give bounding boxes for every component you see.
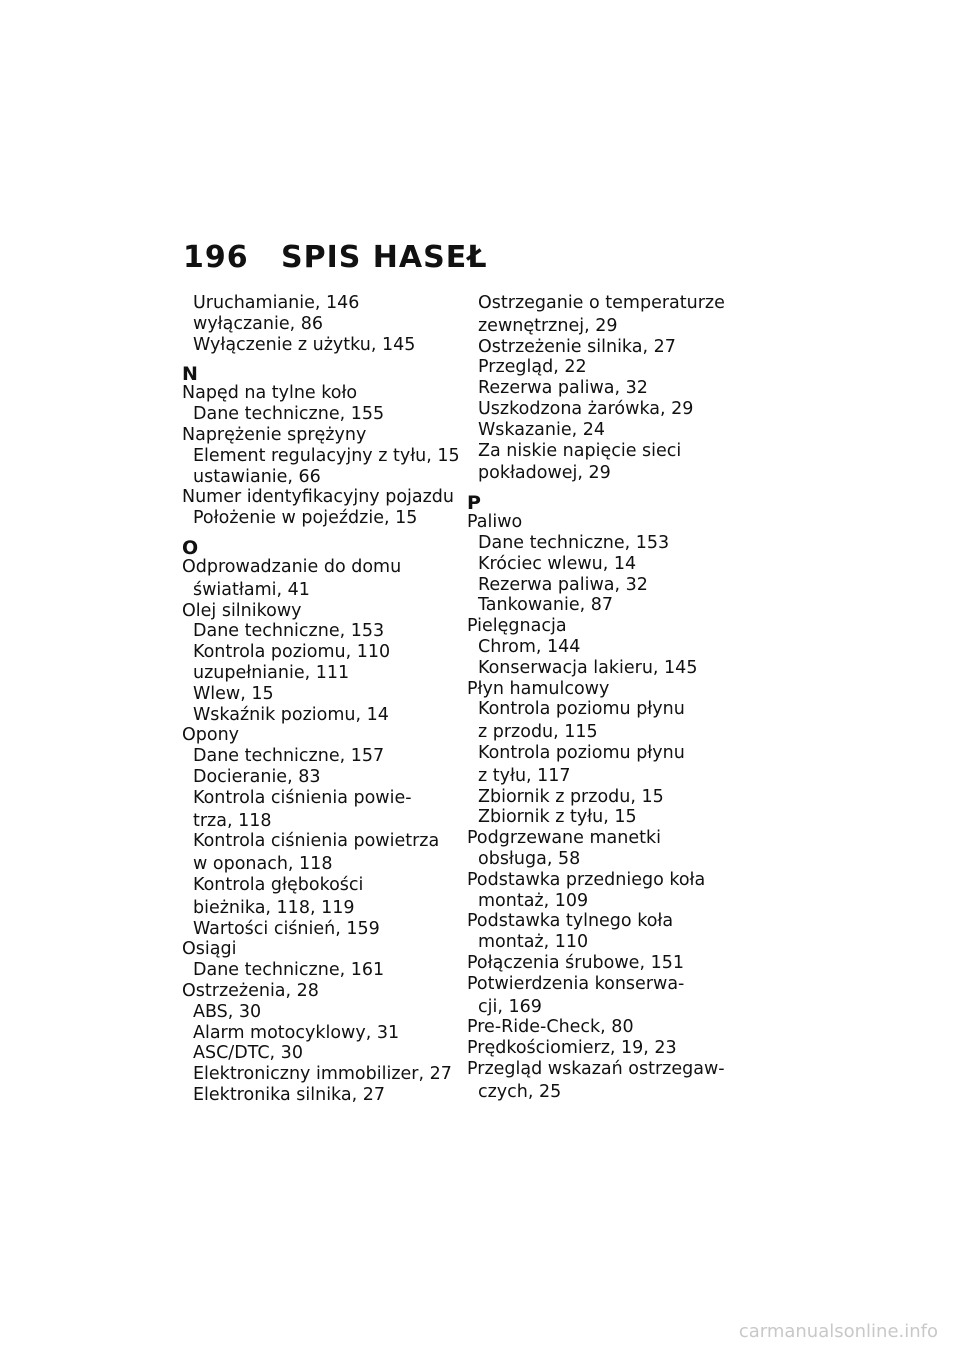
index-entry: Prędkościomierz, 19, 23 (467, 1038, 677, 1059)
index-entry: Podgrzewane manetki (467, 828, 661, 849)
index-subentry: Uszkodzona żarówka, 29 (478, 398, 694, 419)
page-title: SPIS HASEŁ (281, 240, 488, 275)
index-subentry: Kontrola ciśnienia powietrza (193, 831, 440, 852)
index-subentry: Element regulacyjny z tyłu, 15 (193, 445, 460, 466)
index-subentry: Wyłączenie z użytku, 145 (193, 334, 416, 355)
index-letter-heading: O (182, 536, 199, 559)
index-entry: Osiągi (182, 939, 237, 960)
index-subentry: Kontrola ciśnienia powie- (193, 787, 412, 808)
index-subentry: Kontrola poziomu płynu (478, 699, 685, 720)
index-entry: Pielęgnacja (467, 616, 567, 637)
index-entry-continuation: z tyłu, 117 (478, 765, 571, 786)
index-entry: Ostrzeżenia, 28 (182, 980, 319, 1001)
index-subentry: Kontrola poziomu, 110 (193, 642, 391, 663)
index-entry-continuation: cji, 169 (478, 996, 542, 1017)
index-entry: Numer identyfikacyjny pojazdu (182, 487, 455, 508)
index-entry: Płyn hamulcowy (467, 678, 610, 699)
index-subentry: Dane techniczne, 153 (478, 532, 670, 553)
index-subentry: Położenie w pojeździe, 15 (193, 508, 418, 529)
index-entry: Olej silnikowy (182, 600, 302, 621)
index-subentry: Dane techniczne, 161 (193, 960, 385, 981)
index-entry: Podstawka tylnego koła (467, 911, 674, 932)
watermark: carmanualsonline.info (738, 1321, 938, 1342)
index-entry-continuation: światłami, 41 (193, 579, 310, 600)
index-entry-continuation: w oponach, 118 (193, 854, 333, 875)
index-subentry: Dane techniczne, 153 (193, 621, 385, 642)
index-subentry: Konserwacja lakieru, 145 (478, 657, 698, 678)
index-subentry: ustawianie, 66 (193, 466, 321, 487)
index-entry-continuation: z przodu, 115 (478, 722, 598, 743)
index-subentry: Docieranie, 83 (193, 766, 321, 787)
index-subentry: Ostrzeganie o temperaturze (478, 293, 725, 313)
index-subentry: Uruchamianie, 146 (193, 293, 360, 313)
index-letter-heading: N (182, 363, 198, 386)
index-subentry: Kontrola głębokości (193, 874, 364, 895)
index-subentry: uzupełnianie, 111 (193, 662, 350, 683)
index-entry-continuation: trza, 118 (193, 810, 272, 831)
index-entry: Paliwo (467, 512, 523, 533)
index-column-right (467, 293, 747, 1102)
index-subentry: Rezerwa paliwa, 32 (478, 378, 648, 399)
index-subentry: Wlew, 15 (193, 683, 274, 704)
index-subentry: Wartości ciśnień, 159 (193, 918, 380, 939)
index-subentry: Alarm motocyklowy, 31 (193, 1022, 400, 1043)
index-entry: Napęd na tylne koło (182, 383, 358, 404)
index-subentry: Ostrzeżenie silnika, 27 (478, 336, 676, 357)
index-entry-continuation: zewnętrznej, 29 (478, 315, 618, 336)
index-entry: Przegląd wskazań ostrzegaw- (467, 1058, 725, 1079)
index-entry-continuation: pokładowej, 29 (478, 463, 611, 484)
index-subentry: Wskazanie, 24 (478, 419, 605, 440)
index-entry: Potwierdzenia konserwa- (467, 973, 685, 994)
index-subentry: Tankowanie, 87 (478, 595, 613, 616)
index-subentry: ASC/DTC, 30 (193, 1043, 303, 1064)
page-number: 196 (183, 240, 249, 275)
index-subentry: Zbiornik z przodu, 15 (478, 786, 664, 807)
index-subentry: obsługa, 58 (478, 848, 581, 869)
index-entry: Pre-Ride-Check, 80 (467, 1017, 634, 1038)
index-subentry: Wskaźnik poziomu, 14 (193, 704, 389, 725)
index-subentry: Kontrola poziomu płynu (478, 742, 685, 763)
index-subentry: montaż, 110 (478, 932, 589, 953)
index-subentry: Przegląd, 22 (478, 357, 587, 378)
index-entry: Odprowadzanie do domu (182, 556, 402, 577)
index-column-left (182, 293, 460, 1106)
index-entry-continuation: czych, 25 (478, 1081, 562, 1102)
index-subentry: Rezerwa paliwa, 32 (478, 574, 648, 595)
index-subentry: Dane techniczne, 155 (193, 404, 385, 425)
index-subentry: Za niskie napięcie sieci (478, 440, 682, 461)
index-entry-continuation: bieżnika, 118, 119 (193, 897, 355, 918)
index-subentry: wyłączanie, 86 (193, 313, 324, 334)
index-entry: Połączenia śrubowe, 151 (467, 952, 684, 973)
index-subentry: ABS, 30 (193, 1001, 262, 1022)
index-entry: Naprężenie sprężyny (182, 424, 367, 445)
index-subentry: Elektroniczny immobilizer, 27 (193, 1064, 452, 1085)
index-subentry: Zbiornik z tyłu, 15 (478, 807, 637, 828)
index-subentry: Elektronika silnika, 27 (193, 1084, 386, 1105)
index-subentry: montaż, 109 (478, 890, 589, 911)
index-entry: Podstawka przedniego koła (467, 869, 706, 890)
page-header (183, 240, 488, 275)
index-entry: Opony (182, 725, 240, 746)
index-subentry: Chrom, 144 (478, 636, 581, 657)
index-letter-heading: P (467, 492, 481, 515)
index-subentry: Dane techniczne, 157 (193, 746, 385, 767)
index-subentry: Króciec wlewu, 14 (478, 553, 637, 574)
